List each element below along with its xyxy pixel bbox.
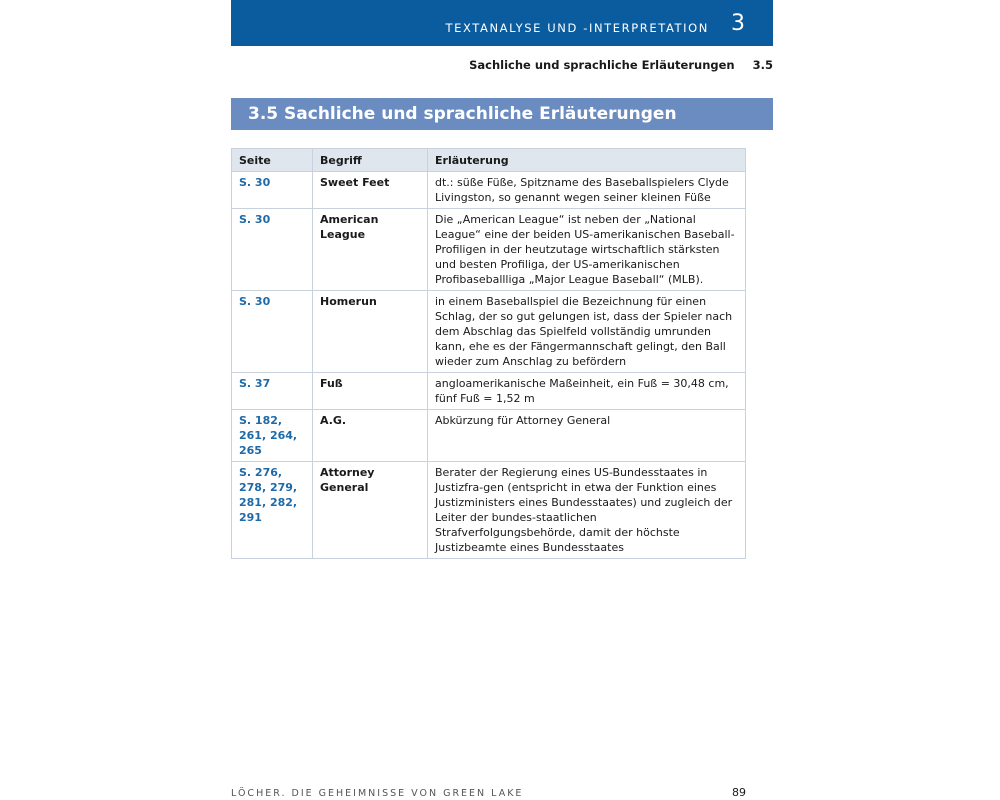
table-row [232, 291, 746, 373]
glossary-table [231, 148, 746, 559]
chapter-title: TEXTANALYSE UND -INTERPRETATION [445, 21, 709, 35]
explanation-cell: Berater der Regierung eines US-Bundesstaates in Justizfra-gen (entspricht in etwa der Funktion eines Justizministers eines Bundesstaates) und zugleich der Leiter der bundes-staatlichen Strafverfolgungsbehörde, damit der höchste Justizbeamte eines Bundesstaates [428, 462, 746, 559]
table-row [232, 209, 746, 291]
table-row [232, 410, 746, 462]
running-head-title: Sachliche und sprachliche Erläuterungen [469, 58, 735, 72]
term-cell: Attorney General [313, 462, 428, 559]
footer-book-title: LÖCHER. DIE GEHEIMNISSE VON GREEN LAKE [231, 788, 524, 799]
term-cell: American League [313, 209, 428, 291]
term-cell: Fuß [313, 373, 428, 410]
page-ref-cell: S. 182, 261, 264, 265 [232, 410, 313, 462]
term-cell: Sweet Feet [313, 172, 428, 209]
header-term: Begriff [313, 149, 428, 172]
running-head [469, 58, 773, 72]
section-heading-bar [231, 98, 773, 130]
explanation-cell: dt.: süße Füße, Spitzname des Baseballspielers Clyde Livingston, so genannt wegen seiner kleinen Füße [428, 172, 746, 209]
table-header-row [232, 149, 746, 172]
table-row [232, 172, 746, 209]
table-row [232, 462, 746, 559]
header-page: Seite [232, 149, 313, 172]
section-title: 3.5 Sachliche und sprachliche Erläuterungen [248, 104, 677, 124]
term-cell: A.G. [313, 410, 428, 462]
table-row [232, 373, 746, 410]
explanation-cell: Abkürzung für Attorney General [428, 410, 746, 462]
page-ref-cell: S. 30 [232, 209, 313, 291]
header-explanation: Erläuterung [428, 149, 746, 172]
page-ref-cell: S. 30 [232, 291, 313, 373]
page-ref-cell: S. 276, 278, 279, 281, 282, 291 [232, 462, 313, 559]
footer-page-number: 89 [732, 786, 746, 799]
term-cell: Homerun [313, 291, 428, 373]
explanation-cell: Die „American League“ ist neben der „National League“ eine der beiden US-amerikanischen Baseball- Profiligen in der heutzutage wirtschaftlich stärksten und besten Profiliga, der US-amerikanischen Profibaseballliga „Major League Baseball“ (MLB). [428, 209, 746, 291]
chapter-header-bar [231, 0, 773, 46]
chapter-number: 3 [731, 11, 745, 36]
explanation-cell: angloamerikanische Maßeinheit, ein Fuß = 30,48 cm, fünf Fuß = 1,52 m [428, 373, 746, 410]
page-ref-cell: S. 30 [232, 172, 313, 209]
explanation-cell: in einem Baseballspiel die Bezeichnung für einen Schlag, der so gut gelungen ist, dass der Spieler nach dem Abschlag das Spielfeld vollständig umrunden kann, ehe es der Fängermannschaft gelingt, den Ball wieder zum Anschlag zu befördern [428, 291, 746, 373]
running-head-number: 3.5 [752, 58, 773, 72]
page-ref-cell: S. 37 [232, 373, 313, 410]
